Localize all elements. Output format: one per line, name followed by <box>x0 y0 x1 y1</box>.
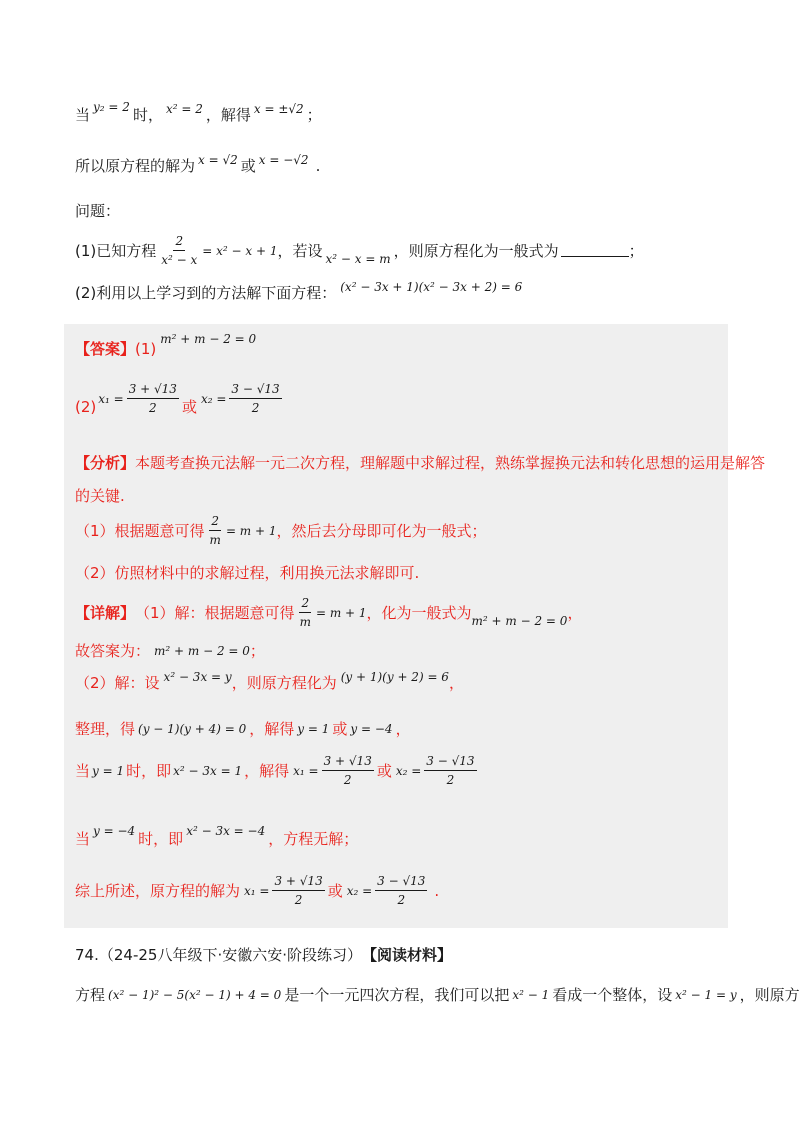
problem-74-line-2: 方程 (x² − 1)² − 5(x² − 1) + 4 = 0 是一个一元四次方程，我们可以把 x² − 1 看成一个整体，设 x² − 1 = y ，则原方 <box>75 986 800 1004</box>
detail-line-3: （2）解：设 x² − 3x = y ，则原方程化为 (y + 1)(y + 2) = 6 ， <box>75 669 464 692</box>
x2-fraction: $\frac{3 - √13}{2}$ <box>377 874 426 907</box>
analysis-line-1: 【分析】 本题考查换元法解一元二次方程，理解题中求解过程，熟练掌握换元法和转化思想的运用是解答 <box>75 454 766 472</box>
x1-fraction: $\frac{3 + √13}{2}$ <box>323 754 372 787</box>
answer-line-1: 【答案】 (1) m² + m − 2 = 0 <box>75 331 257 358</box>
x2-fraction: $\frac{3 - √13}{2}$ <box>231 382 280 415</box>
analysis-step-2: （2）仿照材料中的求解过程，利用换元法求解即可. <box>75 564 420 582</box>
detail-line-1: 【详解】 （1）解：根据题意可得 $\frac{2}{m}$ = m + 1 ，化为一般式为 m² + m − 2 = 0 ， <box>75 596 583 629</box>
question-1: (1)已知方程 $\frac{2}{\text{x² − x}}$ = x² − x + 1 ，若设 x² − x = m ，则原方程化为一般式为 ； <box>75 234 644 267</box>
line-solution: 所以原方程的解为 x = √2 或 x = −√2 . <box>75 152 321 175</box>
question-2: (2)利用以上学习到的方法解下面方程： (x² − 3x + 1)(x² − 3x + 2) = 6 <box>75 279 523 302</box>
analysis-step-1: （1）根据题意可得 $\frac{2}{m}$ = m + 1 ，然后去分母即可化为一般式； <box>75 514 487 547</box>
fraction: $\frac{2}{m}$ <box>209 514 221 547</box>
answer-line-2: (2) x₁ = $\frac{3 + √13}{2}$ 或 x₂ = $\frac{3 - √13}{2}$ <box>75 382 280 416</box>
fraction: $\frac{2}{m}$ <box>299 596 311 629</box>
analysis-line-2: 的关键. <box>75 487 125 505</box>
x2-fraction: $\frac{3 - √13}{2}$ <box>426 754 475 787</box>
fraction: $\frac{2}{\text{x² − x}}$ <box>161 234 198 267</box>
x1-fraction: $\frac{3 + √13}{2}$ <box>128 382 177 415</box>
detail-line-2: 故答案为： m² + m − 2 = 0 ； <box>75 642 265 660</box>
detail-line-5: 当 y = 1 时，即 x² − 3x = 1 ，解得 x₁ = $\frac{3 + √13}{2}$ 或 x₂ = $\frac{3 - √13}{2}$ <box>75 754 475 787</box>
detail-line-7: 综上所述，原方程的解为 x₁ = $\frac{3 + √13}{2}$ 或 x₂ = $\frac{3 - √13}{2}$ . <box>75 874 440 907</box>
problem-74-header: 74. （24-25八年级下·安徽六安·阶段练习） 【阅读材料】 <box>75 945 452 964</box>
x1-fraction: $\frac{3 + √13}{2}$ <box>274 874 323 907</box>
detail-line-6: 当 y = −4 时，即 x² − 3x = −4 ，方程无解； <box>75 823 359 848</box>
detail-line-4: 整理，得 (y − 1)(y + 4) = 0 ，解得 y = 1 或 y = −4 ， <box>75 720 411 738</box>
question-heading: 问题： <box>75 202 121 220</box>
answer-blank <box>561 244 629 257</box>
line-y2: 当 y₂ = 2 时， x² = 2 ，解得 x = ±√2 ； <box>75 99 322 124</box>
